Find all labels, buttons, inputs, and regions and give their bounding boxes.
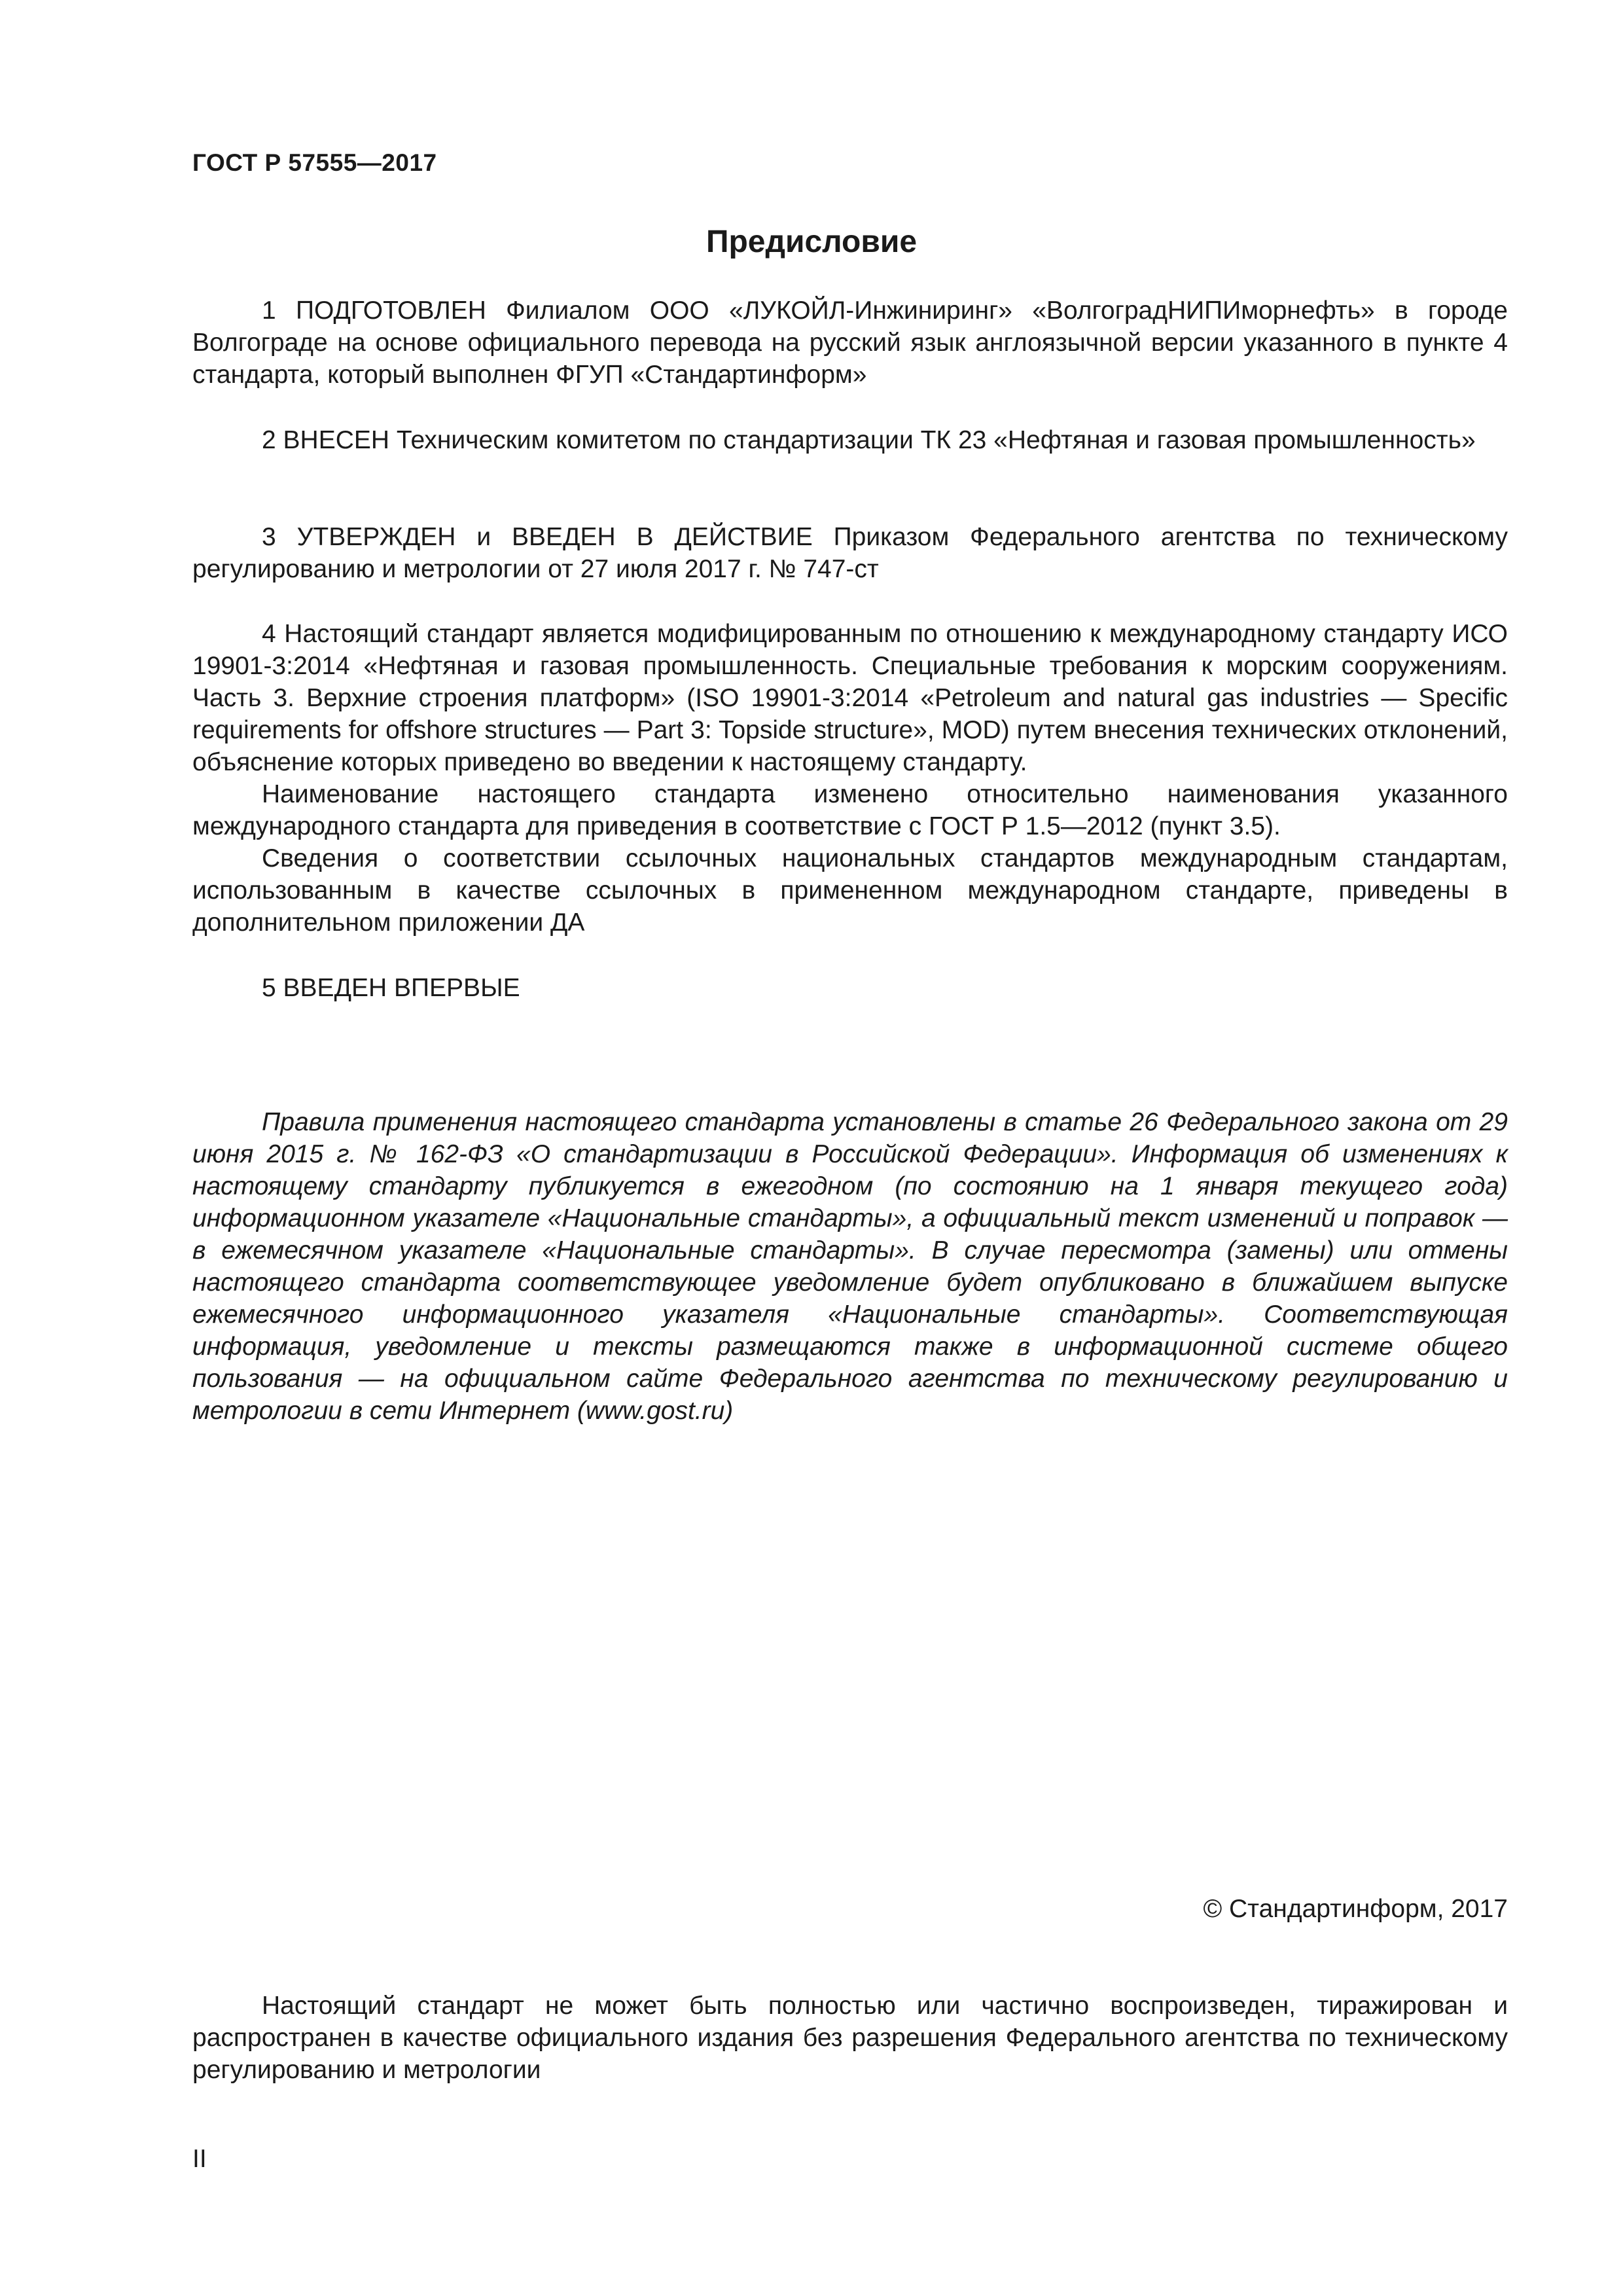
paragraph-5-block (192, 972, 1508, 1004)
paragraph-approved: 3 УТВЕРЖДЕН и ВВЕДЕН В ДЕЙСТВИЕ Приказом Федерального агентства по техническому регулированию и метрологии от 27 июля 2017 г. № 747-ст (192, 523, 1508, 583)
page-title: Предисловие (705, 224, 918, 259)
paragraph-first-introduced: 5 ВВЕДЕН ВПЕРВЫЕ (262, 974, 520, 1002)
reproduction-notice-block (192, 1990, 1508, 2086)
page-number: II (192, 2145, 207, 2173)
application-rules-notice (192, 1106, 1508, 1427)
paragraph-modified-standard: 4 Настоящий стандарт является модифицированным по отношению к международному стандарту ИСО 19901-3:2014 «Нефтяная и газовая промышленность. Специальные требования к морским сооружениям. Часть 3. Верхние строения платформ» (ISO 19901-3:2014 «Petroleum and natural gas industries — Specific requirements for offshore structures — Part 3: Topside structure», MOD) путем внесения технических отклонений, объяснение которых приведено во введении к настоящему стандарту. (192, 620, 1508, 776)
paragraph-3-block (192, 521, 1508, 585)
document-code-header: ГОСТ Р 57555—2017 (192, 149, 437, 176)
paragraph-submitted: 2 ВНЕСЕН Техническим комитетом по стандартизации ТК 23 «Нефтяная и газовая промышленность» (262, 426, 1476, 454)
paragraph-reference-info: Сведения о соответствии ссылочных национальных стандартов международным стандартам, использованным в качестве ссылочных в примененном международном стандарте, приведены в дополнительном приложении ДА (192, 844, 1508, 937)
paragraph-2-block (192, 424, 1508, 456)
application-rules-text: Правила применения настоящего стандарта установлены в статье 26 Федерального закона от 29 июня 2015 г. № 162-ФЗ «О стандартизации в Российской Федерации». Информация об изменениях к настоящему стандарту публикуется в ежегодном (по состоянию на 1 января текущего года) информационном указателе «Национальные стандарты», а официальный текст изменений и поправок — в ежемесячном указателе «Национальные стандарты». В случае пересмотра (замены) или отмены настоящего стандарта соответствующее уведомление будет опубликовано в ближайшем выпуске ежемесячного информационного указателя «Национальные стандарты». Соответствующая информация, уведомление и тексты размещаются также в информационной системе общего пользования — на официальном сайте Федерального агентства по техническому регулированию и метрологии в сети Интернет (www.gost.ru) (192, 1108, 1508, 1425)
reproduction-notice-text: Настоящий стандарт не может быть полностью или частично воспроизведен, тиражирован и распространен в качестве официального издания без разрешения Федерального агентства по техническому регулированию и метрологии (192, 1992, 1508, 2084)
paragraph-4-block (192, 618, 1508, 939)
copyright-line: © Стандартинформ, 2017 (1203, 1895, 1508, 1923)
paragraph-prepared: 1 ПОДГОТОВЛЕН Филиалом ООО «ЛУКОЙЛ-Инжиниринг» «ВолгоградНИПИморнефть» в городе Волгограде на основе официального перевода на русский язык англоязычной версии указанного в пункте 4 стандарта, который выполнен ФГУП «Стандартинформ» (192, 296, 1508, 389)
paragraph-name-changed: Наименование настоящего стандарта изменено относительно наименования указанного международного стандарта для приведения в соответствие с ГОСТ Р 1.5—2012 (пункт 3.5). (192, 780, 1508, 840)
paragraph-1-block (192, 295, 1508, 391)
